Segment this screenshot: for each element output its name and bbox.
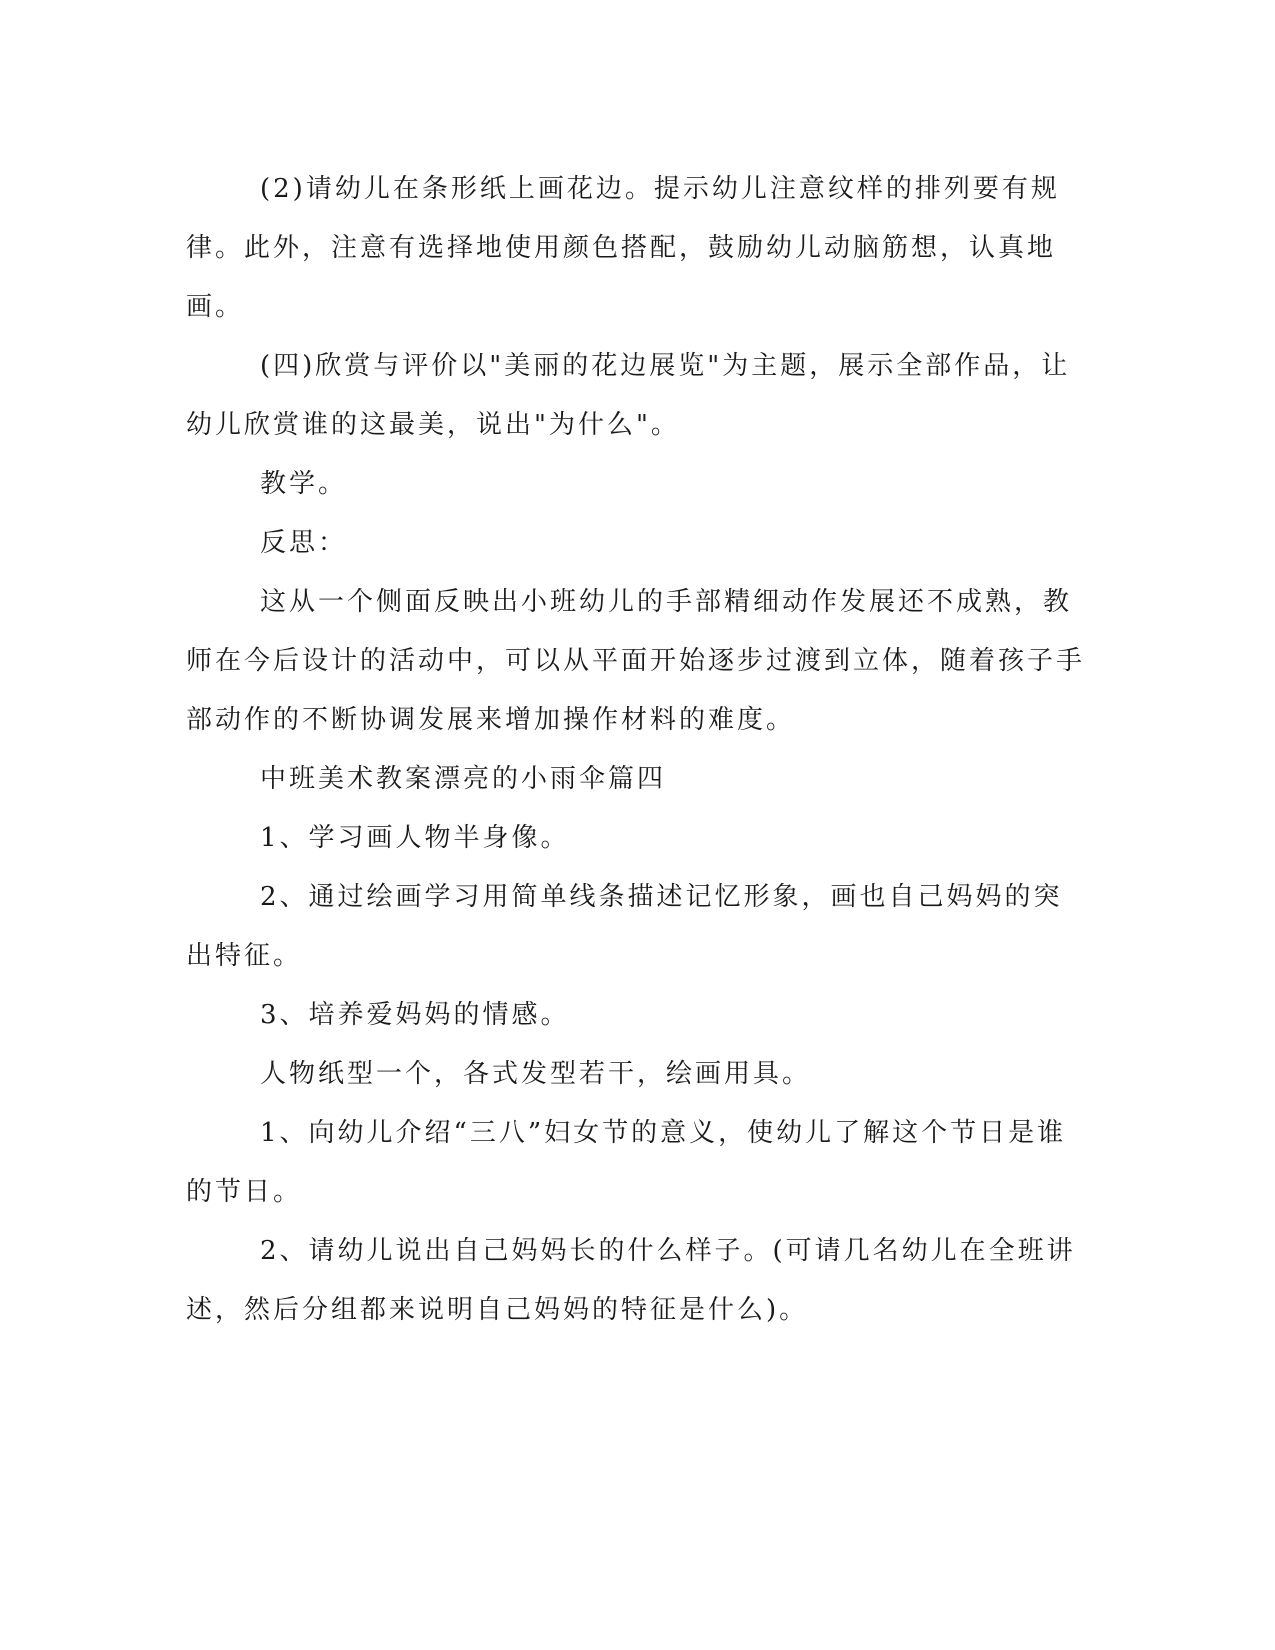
goal-item-2: 2、通过绘画学习用简单线条描述记忆形象，画也自己妈妈的突出特征。 <box>186 882 1063 971</box>
goal-item-3: 3、培养爱妈妈的情感。 <box>260 1000 570 1030</box>
paragraph-reflection-heading: 反思： <box>260 528 348 558</box>
section-title: 中班美术教案漂亮的小雨伞篇四 <box>260 764 667 794</box>
process-item-2: 2、请幼儿说出自己妈妈长的什么样子。(可请几名幼儿在全班讲述，然后分组都来说明自己妈妈的特征是什么)。 <box>186 1236 1076 1325</box>
paragraph-teaching: 教学。 <box>260 469 348 499</box>
paragraph-appreciation: (四)欣赏与评价以"美丽的花边展览"为主题，展示全部作品，让幼儿欣赏谁的这最美，说出"为什么"。 <box>186 351 1071 440</box>
materials-paragraph: 人物纸型一个，各式发型若干，绘画用具。 <box>260 1059 812 1089</box>
document-body <box>186 160 1086 1340</box>
process-item-1: 1、向幼儿介绍“三八”妇女节的意义，使幼儿了解这个节日是谁的节日。 <box>186 1118 1067 1207</box>
goal-item-1: 1、学习画人物半身像。 <box>260 823 570 853</box>
paragraph-embroidery-task: (2)请幼儿在条形纸上画花边。提示幼儿注意纹样的排列要有规律。此外，注意有选择地使用颜色搭配，鼓励幼儿动脑筋想，认真地画。 <box>186 174 1060 322</box>
paragraph-reflection-body: 这从一个侧面反映出小班幼儿的手部精细动作发展还不成熟，教师在今后设计的活动中，可以从平面开始逐步过渡到立体，随着孩子手部动作的不断协调发展来增加操作材料的难度。 <box>186 587 1086 735</box>
